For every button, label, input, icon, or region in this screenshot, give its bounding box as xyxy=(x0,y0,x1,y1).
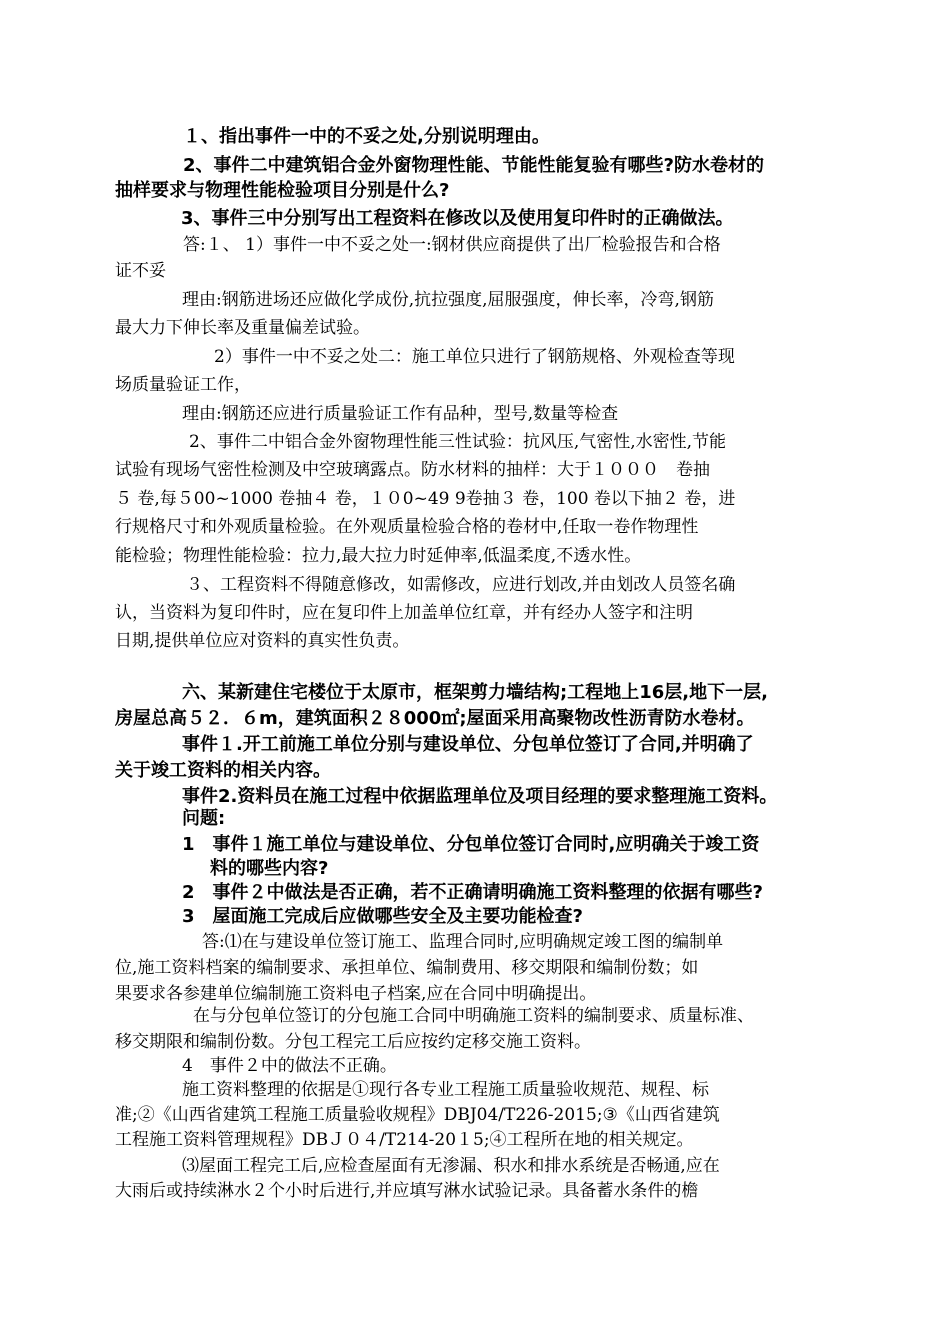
answer-line: 场质量验证工作， xyxy=(115,375,251,395)
answer-line: 最大力下伸长率及重量偏差试验。 xyxy=(115,318,370,338)
answer-line: 2、事件二中铝合金外窗物理性能三性试验：抗风压,气密性,水密性,节能 xyxy=(189,432,727,452)
answer-line: 在与分包单位签订的分包施工合同中明确施工资料的编制要求、质量标准、 xyxy=(193,1006,754,1026)
answer-line: 4 事件２中的做法不正确。 xyxy=(182,1056,397,1076)
answer-line: 答:１、 1）事件一中不妥之处一:钢材供应商提供了出厂检验报告和合格 xyxy=(183,235,721,255)
answer-line: 行规格尺寸和外观质量检验。在外观质量检验合格的卷材中,任取一卷作物理性 xyxy=(115,517,699,537)
answer-line: 试验有现场气密性检测及中空玻璃露点。防水材料的抽样：大于１０００ 卷抽 xyxy=(115,460,710,480)
answer-line: 大雨后或持续淋水２个小时后进行,并应填写淋水试验记录。具备蓄水条件的檐 xyxy=(115,1181,699,1201)
answer-line: 2）事件一中不妥之处二：施工单位只进行了钢筋规格、外观检查等现 xyxy=(214,347,735,367)
question-item-1-continued: 料的哪些内容? xyxy=(210,858,329,879)
question-3: 3、事件三中分别写出工程资料在修改以及使用复印件时的正确做法。 xyxy=(181,208,734,229)
question-2: 2、事件二中建筑铝合金外窗物理性能、节能性能复验有哪些?防水卷材的 xyxy=(183,155,764,176)
answer-line: 施工资料整理的依据是①现行各专业工程施工质量验收规范、规程、标 xyxy=(182,1080,709,1100)
answer-line: 工程施工资料管理规程》DBＪ０４/T214-20１5;④工程所在地的相关规定。 xyxy=(115,1130,694,1150)
answer-line: 理由:钢筋进场还应做化学成份,抗拉强度,屈服强度，伸长率，冷弯,钢筋 xyxy=(182,290,714,310)
answer-line: 位,施工资料档案的编制要求、承担单位、编制费用、移交期限和编制份数；如 xyxy=(115,958,699,978)
question-2-continued: 抽样要求与物理性能检验项目分别是什么? xyxy=(115,180,450,201)
question-item-2: 2 事件２中做法是否正确，若不正确请明确施工资料整理的依据有哪些? xyxy=(182,882,763,903)
answer-line: 果要求各参建单位编制施工资料电子档案,应在合同中明确提出。 xyxy=(115,984,597,1004)
question-item-3: 3 屋面施工完成后应做哪些安全及主要功能检查? xyxy=(182,906,583,927)
section-six-line: 房屋总高５２．６m，建筑面积２８000㎡;屋面采用高聚物改性沥青防水卷材。 xyxy=(115,708,755,729)
answer-line: ５ 卷,每５00~1000 卷抽４ 卷，１０0~49 9卷抽３ 卷，100 卷以下抽２ 卷，进 xyxy=(115,489,736,509)
answer-line: 证不妥 xyxy=(115,261,166,281)
event-2: 事件2.资料员在施工过程中依据监理单位及项目经理的要求整理施工资料。 xyxy=(182,786,778,807)
answer-line: ⑶屋面工程完工后,应检查屋面有无渗漏、积水和排水系统是否畅通,应在 xyxy=(182,1156,720,1176)
answer-line: 答:⑴在与建设单位签订施工、监理合同时,应明确规定竣工图的编制单 xyxy=(202,932,724,952)
question-item-1: 1 事件１施工单位与建设单位、分包单位签订合同时,应明确关于竣工资 xyxy=(182,834,760,855)
answer-line: ３、工程资料不得随意修改，如需修改，应进行划改,并由划改人员签名确 xyxy=(186,575,736,595)
answer-line: 准;②《山西省建筑工程施工质量验收规程》DBJ04/T226-2015;③《山西省建筑 xyxy=(115,1105,720,1125)
event-1: 事件１.开工前施工单位分别与建设单位、分包单位签订了合同,并明确了 xyxy=(182,734,754,755)
answer-line: 认，当资料为复印件时，应在复印件上加盖单位红章，并有经办人签字和注明 xyxy=(115,603,693,623)
event-1-continued: 关于竣工资料的相关内容。 xyxy=(115,760,331,781)
section-six-heading: 六、某新建住宅楼位于太原市，框架剪力墙结构;工程地上16层,地下一层, xyxy=(182,682,768,703)
answer-line: 能检验；物理性能检验：拉力,最大拉力时延伸率,低温柔度,不透水性。 xyxy=(115,546,642,566)
answer-line: 日期,提供单位应对资料的真实性负责。 xyxy=(115,631,410,651)
question-1: １、指出事件一中的不妥之处,分别说明理由。 xyxy=(183,126,550,147)
answer-line: 移交期限和编制份数。分包工程完工后应按约定移交施工资料。 xyxy=(115,1032,591,1052)
answer-line: 理由:钢筋还应进行质量验证工作有品种，型号,数量等检查 xyxy=(182,404,619,424)
questions-label: 问题: xyxy=(182,808,226,829)
